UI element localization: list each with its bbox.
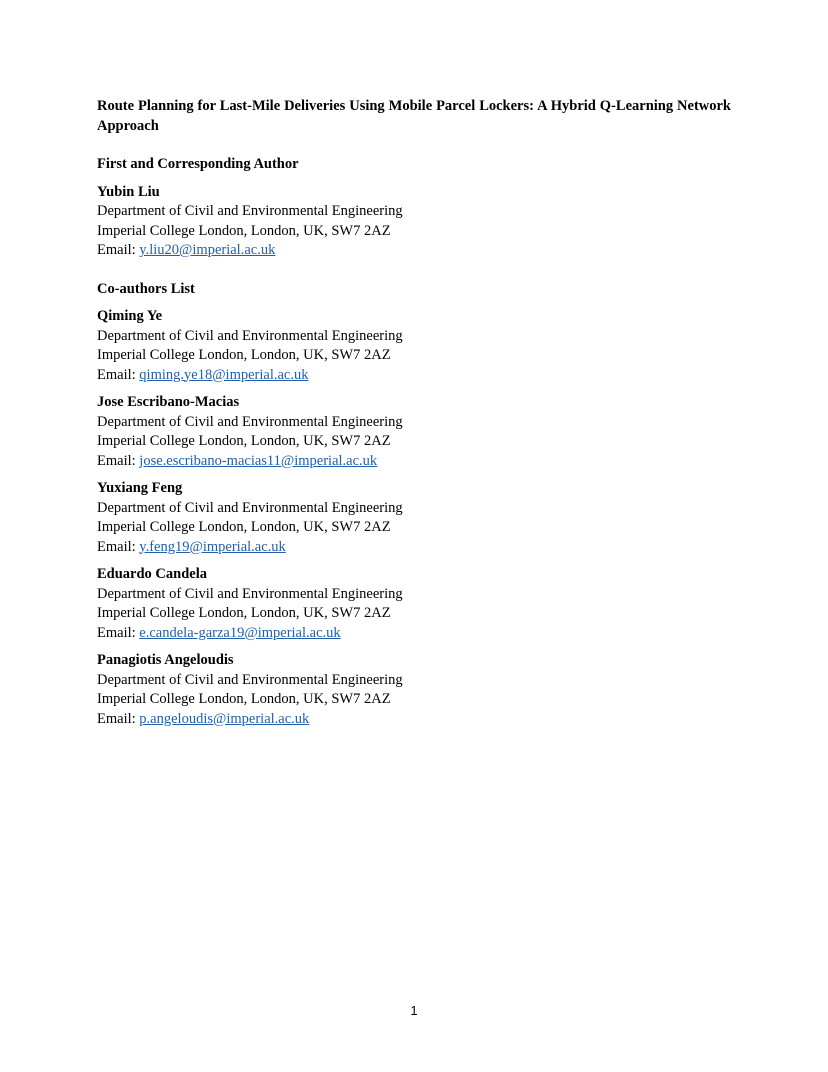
author-email-line [97,538,731,558]
author-email-line [97,366,731,386]
author-department: Department of Civil and Environmental Engineering [97,203,403,219]
author-institution: Imperial College London, London, UK, SW7 2AZ [97,605,391,621]
author-block-first [97,183,731,261]
author-email-line [97,624,731,644]
page-content [97,96,731,729]
email-label: Email: [97,242,136,258]
email-label: Email: [97,366,136,383]
email-label: Email: [97,624,136,641]
author-email-line [97,452,731,472]
author-block-coauthor-1 [97,307,731,385]
author-block-coauthor-2 [97,393,731,471]
author-department: Department of Civil and Environmental Engineering [97,499,403,516]
author-name: Jose Escribano-Macias [97,394,240,410]
email-label: Email: [97,710,136,727]
author-block-coauthor-3 [97,479,731,557]
author-name: Qiming Ye [97,308,163,324]
coauthors-heading: Co-authors List [97,280,195,297]
author-email-link[interactable]: y.feng19@imperial.ac.uk [139,538,286,555]
author-email-line [97,710,731,730]
author-email-link[interactable]: jose.escribano-macias11@imperial.ac.uk [139,452,378,469]
page-number: 1 [410,1003,418,1018]
author-department: Department of Civil and Environmental Engineering [97,585,403,602]
author-email-line [97,241,731,261]
paper-title: Route Planning for Last-Mile Deliveries Using Mobile Parcel Lockers: A Hybrid Q-Learning Network Approach [97,98,731,134]
author-institution: Imperial College London, London, UK, SW7 2AZ [97,691,391,707]
author-block-coauthor-5 [97,651,731,729]
author-name: Yuxiang Feng [97,480,183,496]
author-department: Department of Civil and Environmental Engineering [97,671,403,688]
author-institution: Imperial College London, London, UK, SW7 2AZ [97,222,391,239]
author-block-coauthor-4 [97,565,731,643]
email-label: Email: [97,538,136,555]
author-email-link[interactable]: e.candela-garza19@imperial.ac.uk [139,624,341,641]
author-institution: Imperial College London, London, UK, SW7 2AZ [97,433,391,449]
author-department: Department of Civil and Environmental Engineering [97,327,403,344]
author-department: Department of Civil and Environmental Engineering [97,413,403,430]
author-name: Eduardo Candela [97,566,207,582]
author-institution: Imperial College London, London, UK, SW7 2AZ [97,347,391,363]
author-email-link[interactable]: p.angeloudis@imperial.ac.uk [139,710,310,727]
first-author-heading: First and Corresponding Author [97,156,299,172]
author-name: Panagiotis Angeloudis [97,652,234,668]
email-label: Email: [97,452,136,469]
author-institution: Imperial College London, London, UK, SW7 2AZ [97,519,391,535]
author-name: Yubin Liu [97,183,160,200]
author-email-link[interactable]: qiming.ye18@imperial.ac.uk [139,366,309,383]
author-email-link[interactable]: y.liu20@imperial.ac.uk [139,242,276,258]
